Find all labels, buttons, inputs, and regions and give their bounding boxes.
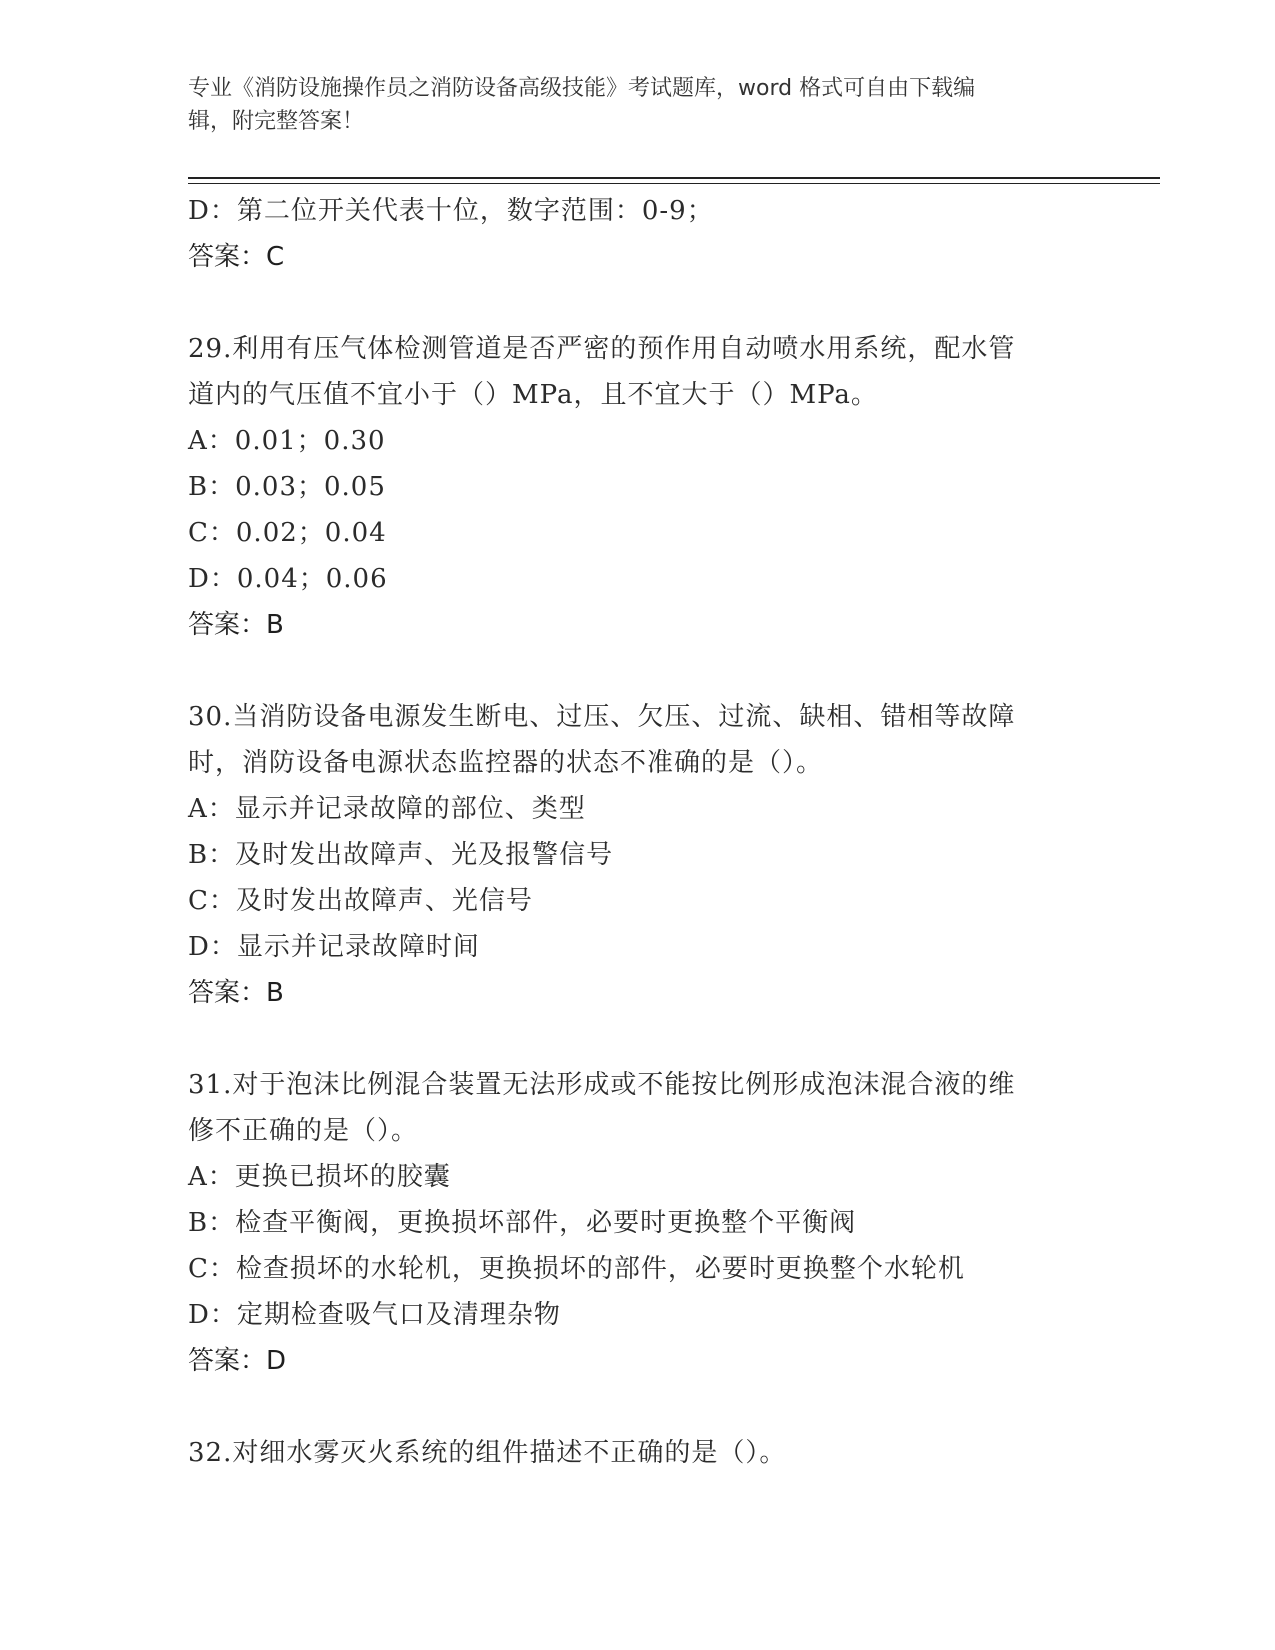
question-32-stem-line-1: 32.对细水雾灭火系统的组件描述不正确的是（）。 (188, 1438, 787, 1468)
question-31 (188, 1062, 1088, 1384)
question-30 (188, 694, 1088, 1016)
question-29-stem-line-1: 29.利用有压气体检测管道是否严密的预作用自动喷水用系统，配水管 (188, 334, 1016, 364)
spacer (188, 648, 1088, 694)
header-line-1: 专业《消防设施操作员之消防设备高级技能》考试题库，word 格式可自由下载编 (188, 76, 976, 101)
question-31-stem-line-1: 31.对于泡沫比例混合装置无法形成或不能按比例形成泡沫混合液的维 (188, 1070, 1016, 1100)
header-divider-thick (188, 177, 1160, 179)
question-30-option-d: D：显示并记录故障时间 (188, 932, 480, 962)
question-30-stem-line-1: 30.当消防设备电源发生断电、过压、欠压、过流、缺相、错相等故障 (188, 702, 1016, 732)
question-29-stem-line-2: 道内的气压值不宜小于（）MPa，且不宜大于（）MPa。 (188, 380, 878, 410)
document-header (188, 72, 1088, 138)
spacer (188, 1016, 1088, 1062)
question-30-answer: 答案：B (188, 978, 284, 1008)
question-29-option-a: A：0.01；0.30 (188, 426, 386, 456)
question-31-answer: 答案：D (188, 1346, 287, 1376)
question-30-option-b: B：及时发出故障声、光及报警信号 (188, 840, 614, 870)
question-31-option-b: B：检查平衡阀，更换损坏部件，必要时更换整个平衡阀 (188, 1208, 857, 1238)
question-31-stem-line-2: 修不正确的是（）。 (188, 1116, 419, 1146)
question-30-option-c: C：及时发出故障声、光信号 (188, 886, 533, 916)
question-29-option-b: B：0.03；0.05 (188, 472, 386, 502)
spacer (188, 1384, 1088, 1430)
spacer (188, 280, 1088, 326)
question-29-option-d: D：0.04；0.06 (188, 564, 388, 594)
header-line-2: 辑，附完整答案！ (188, 109, 365, 134)
question-31-option-c: C：检查损坏的水轮机，更换损坏的部件，必要时更换整个水轮机 (188, 1254, 965, 1284)
prev-question-answer: 答案：C (188, 242, 285, 272)
prev-question-option-d: D：第二位开关代表十位，数字范围：0-9； (188, 196, 714, 226)
question-30-option-a: A：显示并记录故障的部位、类型 (188, 794, 586, 824)
question-32 (188, 1430, 1088, 1476)
header-divider-thin (188, 183, 1160, 184)
question-29-answer: 答案：B (188, 610, 284, 640)
question-30-stem-line-2: 时，消防设备电源状态监控器的状态不准确的是（）。 (188, 748, 824, 778)
question-list (188, 188, 1088, 1476)
question-31-option-a: A：更换已损坏的胶囊 (188, 1162, 451, 1192)
question-29 (188, 326, 1088, 648)
question-29-option-c: C：0.02；0.04 (188, 518, 387, 548)
question-31-option-d: D：定期检查吸气口及清理杂物 (188, 1300, 561, 1330)
